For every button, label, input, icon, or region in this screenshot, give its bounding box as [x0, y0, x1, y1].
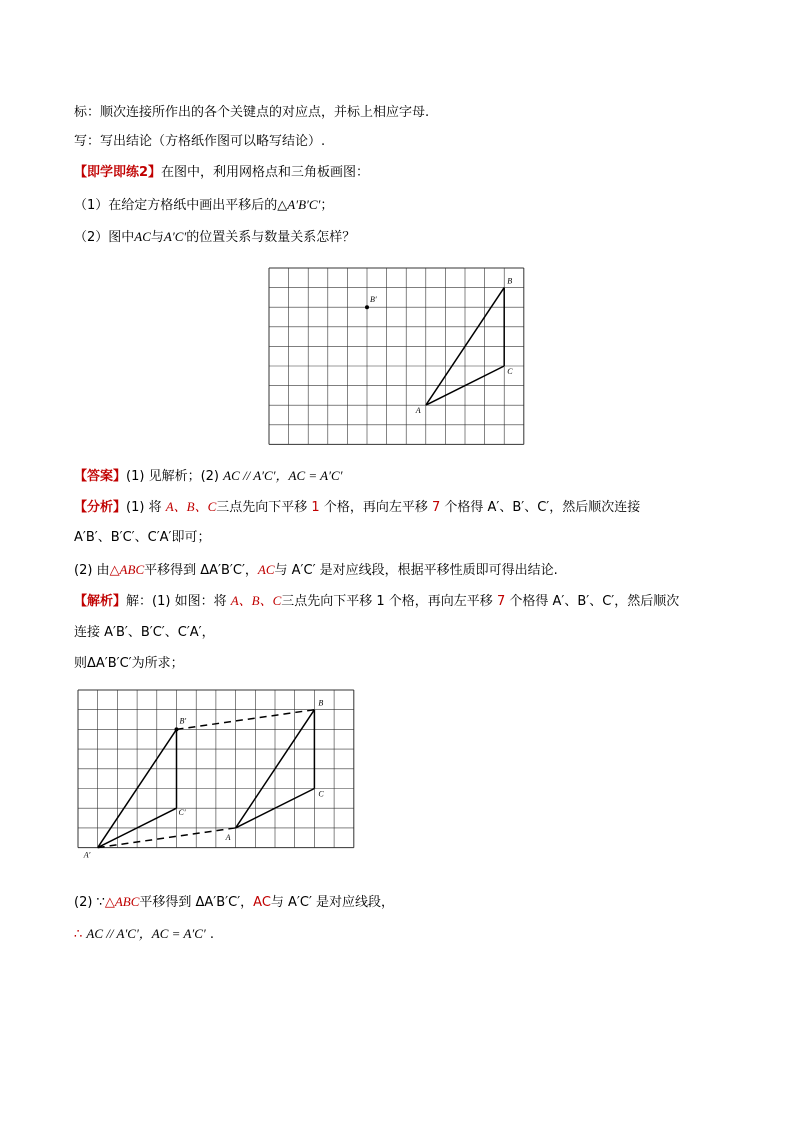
solution-l4-ac: AC [253, 895, 271, 910]
answer-math: AC // A′C′，AC = A′C′ [223, 468, 343, 483]
solution-line-2: 连接 A′B′、B′C′、C′A′， [74, 625, 215, 640]
point-Bp-dot [365, 305, 369, 309]
solution-p2: 三点先向下平移 1 个格，再向左平移 [281, 594, 497, 609]
analysis-tag: 【分析】 [74, 500, 127, 515]
translation-BpB [177, 710, 315, 730]
question-2 [74, 228, 355, 247]
exercise-heading [74, 164, 369, 182]
solution-l4-p1: (2) ∵ [74, 895, 105, 910]
point-label-Bp: B′ [179, 716, 187, 726]
text-line-1: 标：顺次连接所作出的各个关键点的对应点，并标上相应字母. [74, 105, 430, 120]
q1-prefix: （1）在给定方格纸中画出平移后的 [74, 198, 278, 213]
text-line-2: 写：写出结论（方格纸作图可以略写结论）. [74, 134, 326, 149]
q1-triangle: △A′B′C′ [277, 197, 321, 212]
solution-l5-p1: ∴ [74, 927, 87, 942]
analysis-p4: 个格得 A′、B′、C′，然后顺次连接 [440, 500, 641, 515]
q2-prefix: （2）图中 [74, 230, 135, 245]
point-label-Bp: B′ [370, 295, 377, 305]
grid-figure-2 [76, 688, 356, 868]
analysis-line-2: A′B′、B′C′、C′A′即可； [74, 530, 211, 545]
solution-line-4 [74, 893, 394, 912]
grid-figure-1 [267, 266, 527, 446]
solution-l5-p2: . [205, 927, 215, 942]
solution-l4-tri: △ABC [104, 894, 140, 909]
analysis-l3-p3: 与 A′C′ 是对应线段，根据平移性质即可得出结论. [274, 563, 558, 578]
analysis-l3-tri: △ABC [109, 562, 145, 577]
point-Bp-dot [175, 727, 179, 731]
point-label-A: A [415, 406, 421, 416]
analysis-line-3 [74, 561, 558, 580]
solution-line-1 [74, 592, 679, 611]
analysis-n1: 1 [311, 500, 320, 515]
analysis-n2: 7 [431, 500, 441, 515]
solution-l4-p2: 平移得到 ΔA′B′C′， [139, 895, 254, 910]
point-label-B: B [318, 698, 324, 708]
q1-suffix: ； [320, 198, 334, 213]
solution-line-5 [74, 925, 214, 944]
solution-p1: 解：(1) 如图：将 [126, 594, 231, 609]
answer-line [74, 467, 342, 486]
solution-l5-math: AC // A′C′，AC = A′C′ [86, 926, 206, 941]
point-label-B: B [507, 276, 513, 286]
analysis-points: A、B、C [165, 499, 217, 514]
solution-tag: 【解析】 [74, 594, 127, 609]
analysis-p3: 个格，再向左平移 [319, 500, 432, 515]
solution-p3: 个格得 A′、B′、C′，然后顺次 [505, 594, 680, 609]
solution-points: A、B、C [230, 593, 282, 608]
analysis-line-1 [74, 498, 640, 517]
q2-mid: 与 [150, 230, 164, 245]
point-label-Ap: A′ [83, 850, 91, 860]
exercise-text: 在图中，利用网格点和三角板画图： [161, 165, 370, 180]
answer-tag: 【答案】 [74, 469, 127, 484]
point-label-Cp: C′ [178, 808, 186, 818]
exercise-tag: 【即学即练2】 [74, 165, 162, 180]
q2-apcp: A′C′ [163, 229, 187, 244]
analysis-l3-ac: AC [257, 562, 275, 577]
solution-line-3: 则ΔA′B′C′为所求； [74, 656, 184, 671]
point-label-C: C [507, 367, 513, 376]
analysis-l3-p1: (2) 由 [74, 563, 110, 578]
analysis-p1: (1) 将 [126, 500, 166, 515]
answer-text: (1) 见解析；(2) [126, 469, 224, 484]
analysis-l3-p2: 平移得到 ΔA′B′C′， [144, 563, 258, 578]
solution-l4-p3: 与 A′C′ 是对应线段， [270, 895, 395, 910]
point-label-C: C [318, 789, 324, 799]
point-label-A: A [225, 832, 231, 842]
question-1 [74, 196, 333, 215]
analysis-p2: 三点先向下平移 [216, 500, 312, 515]
solution-n: 7 [496, 594, 506, 609]
q2-ac: AC [134, 229, 151, 244]
q2-suffix: 的位置关系与数量关系怎样？ [186, 230, 356, 245]
